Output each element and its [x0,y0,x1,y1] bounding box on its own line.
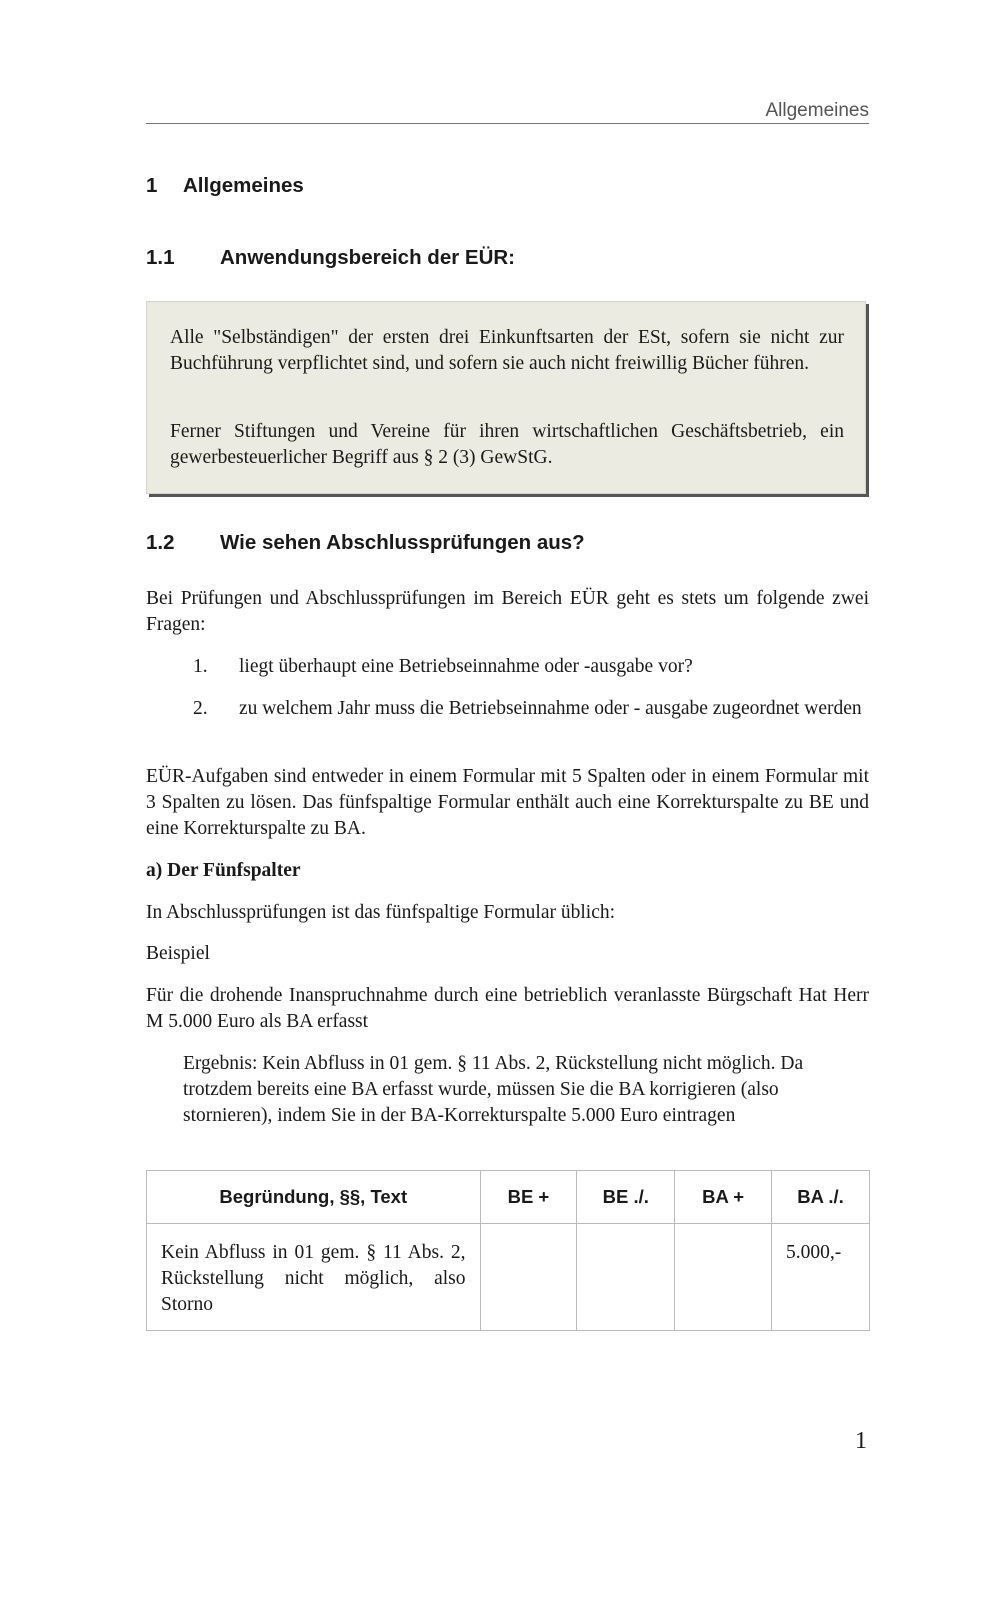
section-number: 1.1 [146,246,175,269]
running-header: Allgemeines [765,100,869,121]
column-header: BE ./. [577,1171,675,1224]
five-column-table [146,1170,870,1331]
list-text: liegt überhaupt eine Betriebseinnahme oder -ausgabe vor? [239,656,693,677]
intro-paragraph: Bei Prüfungen und Abschlussprüfungen im Bereich EÜR geht es stets um folgende zwei Fragen: [146,588,869,635]
list-number: 2. [193,698,208,719]
box-paragraph: Ferner Stiftungen und Vereine für ihren wirtschaftlichen Geschäftsbetrieb, ein gewerbesteuerlicher Begriff aus § 2 (3) GewStG. [170,421,844,468]
table-cell [577,1224,675,1331]
header-rule [146,123,869,124]
box-paragraph: Alle "Selbständigen" der ersten drei Einkunftsarten der ESt, sofern sie nicht zur Buchführung verpflichtet sind, und sofern sie auch nicht freiwillig Bücher führen. [170,327,844,374]
paragraph: In Abschlussprüfungen ist das fünfspaltige Formular üblich: [146,902,616,923]
column-header: BA + [675,1171,772,1224]
section-title: Anwendungsbereich der EÜR: [220,246,516,269]
list-number: 1. [193,656,208,677]
table-header-row [147,1171,870,1224]
definition-box [146,301,866,494]
section-1-heading [146,174,304,198]
result-paragraph: Ergebnis: Kein Abfluss in 01 gem. § 11 Abs. 2, Rückstellung nicht möglich. Da trotzdem bereits eine BA erfasst wurde, müssen Sie die BA korrigieren (also stornieren), indem Sie in der BA-Korrekturspalte 5.000 Euro eintragen [183,1053,804,1126]
list-text: zu welchem Jahr muss die Betriebseinnahme oder - ausgabe zugeordnet werden [239,698,862,719]
section-title: Wie sehen Abschlussprüfungen aus? [220,531,585,554]
section-number: 1 [146,174,158,197]
column-header: BE + [480,1171,577,1224]
table-cell [480,1224,577,1331]
subheading: a) Der Fünfspalter [146,860,301,881]
table-cell: Kein Abfluss in 01 gem. § 11 Abs. 2, Rückstellung nicht möglich, also Storno [147,1224,481,1331]
table-row [147,1224,870,1331]
page-number: 1 [855,1428,867,1454]
section-title: Allgemeines [183,174,304,197]
table-cell: 5.000,- [772,1224,870,1331]
section-1-2-heading [146,531,585,555]
section-number: 1.2 [146,531,175,554]
paragraph: Für die drohende Inanspruchnahme durch eine betrieblich veranlasste Bürgschaft Hat Herr M 5.000 Euro als BA erfasst [146,985,869,1032]
list-item [193,654,869,684]
table-cell [675,1224,772,1331]
column-header: Begründung, §§, Text [147,1171,481,1224]
paragraph: Beispiel [146,943,210,964]
column-header: BA ./. [772,1171,870,1224]
section-1-1-heading [146,246,515,270]
paragraph: EÜR-Aufgaben sind entweder in einem Formular mit 5 Spalten oder in einem Formular mit 3 Spalten zu lösen. Das fünfspaltige Formular enthält auch eine Korrekturspalte zu BE und eine Korrekturspalte zu BA. [146,766,869,839]
list-item [193,696,869,752]
